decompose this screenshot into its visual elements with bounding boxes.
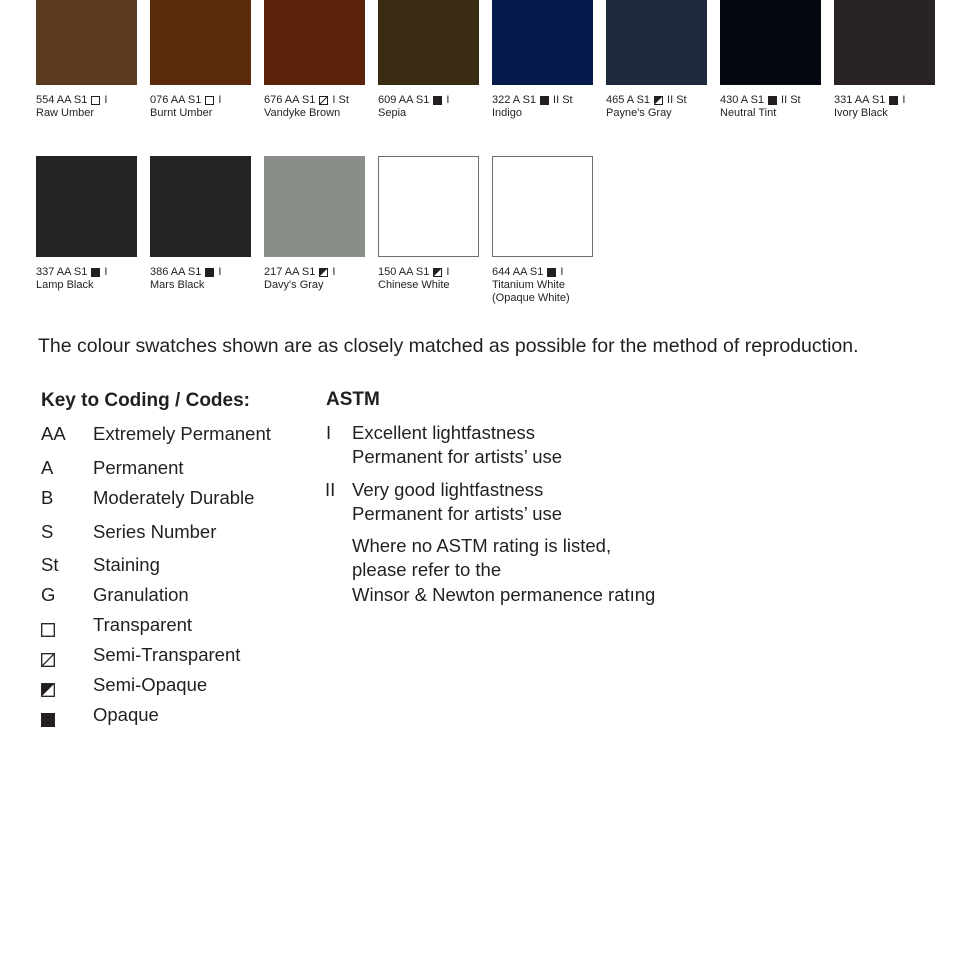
astm-code: II (325, 479, 336, 500)
key-desc: Staining (93, 554, 160, 575)
swatch-name: Ivory Black (834, 107, 888, 119)
transparent-icon (91, 96, 100, 105)
swatch-card (264, 156, 365, 292)
astm-desc-line2: Permanent for artists’ use (352, 446, 563, 467)
key-desc: Extremely Permanent (93, 423, 271, 444)
swatch-name: Neutral Tint (720, 107, 777, 119)
swatch-name: Vandyke Brown (264, 107, 341, 119)
colour-swatch (36, 0, 137, 85)
swatch-name: Payne's Gray (606, 107, 672, 119)
swatch-code: 386 AA S1 I (150, 266, 222, 278)
key-code: G (41, 584, 56, 605)
key-desc: Opaque (93, 704, 159, 725)
key-desc: Transparent (93, 614, 193, 635)
swatch-card (492, 156, 593, 305)
opaque-icon (768, 96, 777, 105)
swatch-card (834, 0, 935, 120)
colour-swatch (150, 156, 251, 257)
key-desc: Series Number (93, 521, 217, 542)
swatch-name: Burnt Umber (150, 107, 213, 119)
swatch-card (606, 0, 707, 120)
swatch-code: 465 A S1 II St (606, 94, 687, 106)
reproduction-note: The colour swatches shown are as closely matched as possible for the method of reproduction. (38, 335, 859, 357)
opaque-icon (547, 268, 556, 277)
key-code: B (41, 487, 54, 508)
swatch-code: 676 AA S1 I St (264, 94, 349, 106)
swatch-name: Sepia (378, 107, 407, 119)
transparent-icon (205, 96, 214, 105)
colour-swatch (264, 156, 365, 257)
astm-desc-line2: Permanent for artists’ use (352, 503, 563, 524)
swatch-card (150, 0, 251, 120)
swatch-code: 609 AA S1 I (378, 94, 450, 106)
colour-swatch (606, 0, 707, 85)
key-title: Key to Coding / Codes: (41, 390, 250, 411)
key-desc: Semi-Transparent (93, 644, 241, 665)
astm-note-line: Winsor & Newton permanence ratıng (352, 584, 656, 605)
key-desc: Granulation (93, 584, 189, 605)
swatch-name: Indigo (492, 107, 522, 119)
swatch-card (378, 156, 479, 292)
swatch-name: Titanium White (492, 279, 565, 291)
swatch-name: Mars Black (150, 279, 205, 291)
key-desc: Moderately Durable (93, 487, 255, 508)
opaque-icon (205, 268, 214, 277)
colour-swatch (492, 0, 593, 85)
astm-note-line: please refer to the (352, 559, 502, 580)
swatch-card (150, 156, 251, 292)
semi-transparent-icon (41, 650, 55, 672)
colour-swatch (378, 0, 479, 85)
swatch-name: Raw Umber (36, 107, 95, 119)
swatch-card (264, 0, 365, 120)
opaque-icon (540, 96, 549, 105)
astm-title: ASTM (326, 389, 380, 410)
colour-swatch (378, 156, 479, 257)
swatch-card (36, 156, 137, 292)
astm-desc-line1: Very good lightfastness (352, 479, 544, 500)
swatch-card (36, 0, 137, 120)
semi-transparent-icon (319, 96, 328, 105)
opaque-icon (433, 96, 442, 105)
opaque-icon (889, 96, 898, 105)
astm-note-line: Where no ASTM rating is listed, (352, 535, 612, 556)
swatch-code: 337 AA S1 I (36, 266, 108, 278)
semi-opaque-icon (433, 268, 442, 277)
colour-swatch (150, 0, 251, 85)
opaque-icon (41, 710, 55, 732)
swatch-card (720, 0, 821, 120)
swatch-card (492, 0, 593, 120)
semi-opaque-icon (41, 680, 55, 702)
colour-swatch (36, 156, 137, 257)
colour-swatch (492, 156, 593, 257)
key-desc: Semi-Opaque (93, 674, 208, 695)
key-code: AA (41, 423, 66, 444)
swatch-name: Chinese White (378, 279, 450, 291)
key-code: A (41, 457, 54, 478)
astm-code: I (326, 422, 332, 443)
swatch-card (378, 0, 479, 120)
swatch-code: 217 AA S1 I (264, 266, 336, 278)
key-code: S (41, 521, 54, 542)
swatch-name: Lamp Black (36, 279, 94, 291)
swatch-code: 076 AA S1 I (150, 94, 222, 106)
key-code: St (41, 554, 59, 575)
swatch-code: 554 AA S1 I (36, 94, 108, 106)
colour-swatch (264, 0, 365, 85)
swatch-code: 331 AA S1 I (834, 94, 906, 106)
colour-swatch (834, 0, 935, 85)
colour-swatch (720, 0, 821, 85)
astm-desc-line1: Excellent lightfastness (352, 422, 536, 443)
semi-opaque-icon (654, 96, 663, 105)
swatch-code: 150 AA S1 I (378, 266, 450, 278)
swatch-name: Davy's Gray (264, 279, 324, 291)
semi-opaque-icon (319, 268, 328, 277)
swatch-name-secondary: (Opaque White) (492, 292, 570, 304)
transparent-icon (41, 620, 55, 642)
swatch-code: 644 AA S1 I (492, 266, 564, 278)
swatch-code: 430 A S1 II St (720, 94, 801, 106)
opaque-icon (91, 268, 100, 277)
swatch-code: 322 A S1 II St (492, 94, 573, 106)
key-desc: Permanent (93, 457, 184, 478)
